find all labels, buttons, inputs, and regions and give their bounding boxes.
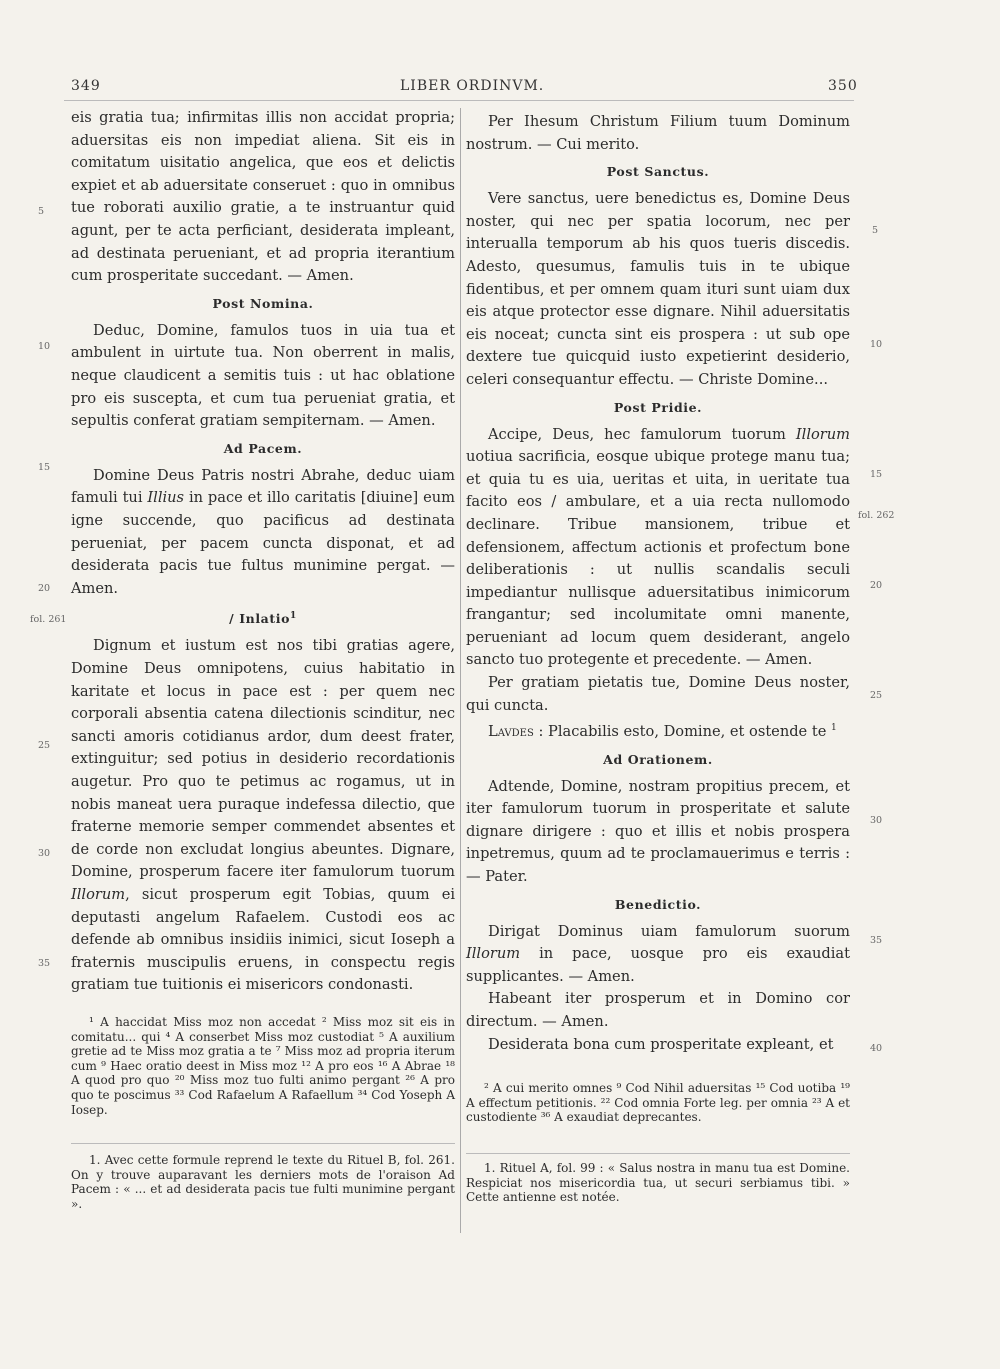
paragraph-ad-pacem: Domine Deus Patris nostri Abrahe, deduc uiam famuli tui Illius in pace et illo caritatis [diuine] eum igne succende, quo pacificus ad destinata perueniat, per pacem cuncta disponat, et ad desiderata pacis tue fultus munimine pergat. — Amen. (71, 466, 455, 597)
heading-benedictio: Benedictio. (614, 896, 702, 912)
line-number: 10 (870, 339, 883, 350)
left-column (71, 107, 455, 997)
heading-post-sanctus: Post Sanctus. (606, 164, 710, 180)
footnote-rule (71, 1143, 455, 1144)
page-number-right: 350 (828, 78, 858, 94)
paragraph-per-gratiam: Per gratiam pietatis tue, Domine Deus noster, qui cuncta. (466, 674, 850, 714)
line-number: 35 (870, 935, 883, 946)
paragraph-laudes: Lavdes : Placabilis esto, Domine, et ostende te $^1$ (488, 723, 837, 741)
line-number: 35 (38, 958, 51, 969)
footnote-variants: ¹ A haccidat Miss moz non accedat ² Miss moz sit eis in comitatu... qui ⁴ A conserbet Miss moz custodiat ⁵ A auxilium gretie ad te Miss moz gratia a te ⁷ Miss moz ad propria iterum cum ⁹ Haec oratio deest in Miss moz ¹² A pro eos ¹⁶ A Abrae ¹⁸ A quod pro quo ²⁰ Miss moz tuo fulti animo pergant ²⁶ A pro quo te poscimus ³³ Cod Rafaelum A Rafaellum ³⁴ Cod Yoseph A Iosep. (71, 1015, 455, 1117)
left-footnotes (71, 1015, 455, 1211)
heading-inlatio: / Inlatio$^1$ (229, 611, 297, 627)
paragraph-benedictio-3: Desiderata bona cum prosperitate expleant, et (488, 1035, 834, 1053)
line-number: 40 (870, 1043, 883, 1054)
line-number: 20 (870, 580, 883, 591)
line-number: 15 (38, 462, 51, 473)
header-rule (64, 100, 854, 101)
line-number: 25 (870, 690, 883, 701)
right-footnotes (466, 1081, 850, 1205)
line-number: 30 (870, 815, 883, 826)
paragraph-post-pridie: Accipe, Deus, hec famulorum tuorum Illorum uotiua sacrificia, eosque ubique protege manu tua; et quia tu es uia, ueritas et uita, in ueritate tua facito eos / ambulare, et a uia recta nullomodo declinare. Tribue mansionem, tribue et defensionem, affectum actionis et profectum bone deliberationis : ut nullis scandalis seculi impediantur nullisque aduersitatibus inimicorum frangantur; sed incolumitate omni manente, perueniant ad locum quem desiderant, angelo sancto tuo protegente et precedente. — Amen. (466, 425, 850, 669)
footnote-variants: ² A cui merito omnes ⁹ Cod Nihil aduersitas ¹⁵ Cod uotiba ¹⁹ A effectum petitionis. ²² Cod omnia Forte leg. per omnia ²³ A et custodiente ³⁶ A exaudiat deprecantes. (466, 1081, 850, 1125)
paragraph-inlatio: Dignum et iustum est nos tibi gratias agere, Domine Deus omnipotens, cuius habitatio in karitate et locus in pace est : per quem nec corporali absentia catena dilectionis scinditur, nec sancti amoris cotidianus ardor, dum deest frater, extinguitur; sed potius in desiderio recordationis augetur. Pro quo te petimus ac rogamus, ut in nobis maneat uera puraque indefessa dilectio, que fraterne memorie semper commendet absentes et de corde non excludat longius abeuntes. Dignare, Domine, prosperum facere iter famulorum tuorum Illorum, sicut prosperum egit Tobias, quum ei deputasti angelum Rafaelem. Custodi eos ac defende ab omnibus insidiis inimici, sicut Ioseph a fraternis muscipulis eruens, in conspectu regis gratiam tue tuitionis ei misericors condonasti. (71, 637, 455, 994)
folio-marker: fol. 261 (30, 614, 67, 625)
footnote-note: 1. Rituel A, fol. 99 : « Salus nostra in manu tua est Domine. Respiciat nos misericordia tua, ut securi serbiamus tibi. » Cette antienne est notée. (466, 1161, 850, 1205)
heading-ad-pacem: Ad Pacem. (223, 440, 303, 456)
right-column (466, 111, 850, 1056)
heading-post-pridie: Post Pridie. (613, 399, 703, 415)
footnote-note: 1. Avec cette formule reprend le texte du Rituel B, fol. 261. On y trouve auparavant les derniers mots de l'oraison Ad Pacem : « ... et ad desiderata pacis tue fulti munimine pergant ». (71, 1153, 455, 1211)
heading-ad-orationem: Ad Orationem. (603, 751, 713, 767)
running-title: LIBER ORDINVM. (400, 78, 545, 94)
line-number: 5 (872, 225, 879, 236)
paragraph-benedictio-2: Habeant iter prosperum et in Domino cor directum. — Amen. (466, 990, 850, 1031)
folio-marker: fol. 262 (858, 510, 895, 521)
column-divider (460, 108, 461, 1233)
line-number: 25 (38, 740, 51, 751)
paragraph-intro: eis gratia tua; infirmitas illis non accidat propria; aduersitas eis non impediat aliena. Sit eis in comitatum uisitatio angelica, que eos et delictis expiet et ab aduersitate conseruet : quo in omnibus tue roborati auxilio gratie, a te instruantur quid agunt, per te acta perficiant, desiderata impleant, ad destinata perueniant, et ad propria iterantium cum prosperitate succedant. — Amen. (71, 109, 455, 285)
line-number: 15 (870, 469, 883, 480)
line-number: 10 (38, 341, 51, 352)
page-number-left: 349 (71, 78, 101, 94)
line-number: 30 (38, 848, 51, 859)
line-number: 5 (38, 206, 45, 217)
footnote-rule (466, 1153, 850, 1154)
paragraph-post-nomina: Deduc, Domine, famulos tuos in uia tua et ambulent in uirtute tua. Non oberrent in malis, neque claudicent a semitis tuis : ut hac oblatione pro eis suscepta, et cum tua perueniat gratia, et sepultis conferat gratiam sempiternam. — Amen. (71, 321, 455, 430)
paragraph-per-ihesum: Per Ihesum Christum Filium tuum Dominum nostrum. — Cui merito. (466, 113, 850, 153)
paragraph-ad-orationem: Adtende, Domine, nostram propitius precem, et iter famulorum tuorum in prosperitate et salute dignare dirigere : quo et illis et nobis prospera inpetremus, quum ad te proclamauerimus e terris : — Pater. (466, 777, 850, 886)
paragraph-benedictio-1: Dirigat Dominus uiam famulorum suorum Illorum in pace, uosque pro eis exaudiat supplicantes. — Amen. (466, 922, 850, 985)
line-number: 20 (38, 583, 51, 594)
paragraph-post-sanctus: Vere sanctus, uere benedictus es, Domine Deus noster, qui nec per spatia locorum, nec per interualla temporum ab his quos tueris discedis. Adesto, quesumus, famulis tuis in te ubique fidentibus, et per omnem quam ituri sunt uiam dux eis atque protector esse dignare. Nihil aduersitatis eis noceat; cuncta sint eis prospera : ut sub ope dextere tue quicquid iusto expetierint desiderio, celeri consequantur effectu. — Christe Domine... (466, 190, 850, 388)
heading-post-nomina: Post Nomina. (212, 295, 314, 311)
